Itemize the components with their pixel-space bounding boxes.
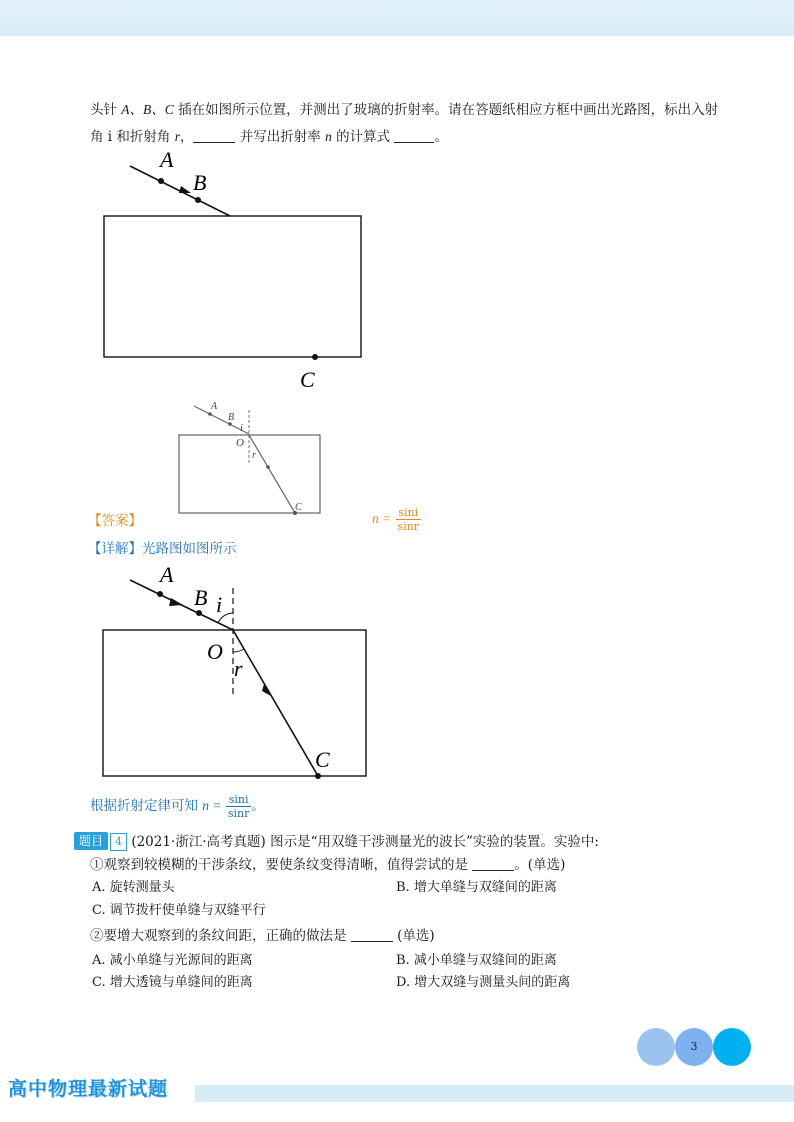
label-r: r [234,656,243,681]
label-c: C [295,502,302,513]
question-text: 角 i 和折射角 [90,129,175,145]
label-i: i [216,592,223,617]
fraction-numerator: sini [396,506,422,520]
arrow-icon [169,598,183,606]
question-text: ， [179,129,194,145]
question-source: (2021·浙江·高考真题) [131,834,266,850]
question-intro: 图示是“用双缝干涉测量光的波长”实验的装置。实验中: [265,834,599,850]
option-2a[interactable]: A. 减小单缝与光源间的距离 [92,953,253,968]
fraction [226,793,252,820]
label-b: B [228,412,235,423]
question-4-part-2 [90,925,435,947]
conclusion-end: 。 [251,798,265,814]
footer-logo: 高中物理最新试题 [8,1078,169,1100]
pin-c [315,773,321,779]
label-a: A [160,147,174,172]
var-n: n [325,129,332,144]
answer-blank-part-1[interactable] [472,856,514,871]
label-r: r [252,450,256,461]
label-o: O [236,437,244,449]
label-a: A [160,562,174,587]
conclusion-line [90,793,265,820]
option-1c[interactable]: C. 调节拨杆使单缝与双缝平行 [92,903,266,918]
question-badge: 题目 [74,832,108,850]
question-text: 。 [434,129,448,145]
label-i: i [240,423,243,434]
option-2d[interactable]: D. 增大双缝与测量头间的距离 [396,975,571,990]
pin-a [157,591,163,597]
question-number: 4 [110,833,127,851]
part-2-text: ②要增大观察到的条纹间距，正确的做法是 [90,928,347,944]
question-text: 并写出折射率 [235,129,326,145]
question-text: 插在如图所示位置，并测出了玻璃的折射率。请在答题纸相应方框中画出光路图，标出入射 [173,102,719,118]
part-1-text: ①观察到较模糊的干涉条纹，要使条纹变得清晰，值得尝试的是 [90,857,468,873]
pin-b [196,610,202,616]
fraction-numerator: sini [226,793,252,807]
option-1a[interactable]: A. 旋转测量头 [92,880,175,895]
detail-text: 光路图如图所示 [142,541,237,557]
decor-circle [713,1028,751,1066]
question-4-part-1 [90,854,565,876]
answer-tag: 【答案】 [88,513,142,529]
label-b: B [194,585,208,610]
pin-labels: A、B、C [121,102,174,117]
label-b: B [193,170,207,195]
option-1b[interactable]: B. 增大单缝与双缝间的距离 [396,880,557,895]
option-2c[interactable]: C. 增大透镜与单缝间的距离 [92,975,253,990]
refracted-ray [233,630,318,776]
fraction-denominator: sinr [227,807,250,820]
conclusion-text: 根据折射定律可知 [90,798,203,814]
label-o: O [207,639,223,664]
angle-r-arc [233,649,244,652]
label-a: A [211,401,218,412]
label-c: C [315,747,330,772]
decor-circle [637,1028,675,1066]
question-text: 头针 [90,102,122,118]
part-2-end: (单选) [392,928,435,944]
answer-blank-part-2[interactable] [351,927,393,942]
page-number: 3 [675,1028,713,1066]
label-c: C [300,367,315,392]
question-text: 的计算式 [331,129,395,145]
question-4-header [74,831,599,853]
option-2b[interactable]: B. 减小单缝与双缝间的距离 [396,953,557,968]
var-r: r [174,129,180,144]
part-1-end: 。(单选) [514,857,566,873]
page-indicator [637,1028,751,1066]
arrow-icon [262,684,271,696]
fraction-denominator: sinr [397,520,420,533]
footer-band [195,1085,794,1102]
formula-lhs: n = [202,798,222,813]
formula-lhs: n = [372,511,392,526]
detail-tag: 【详解】 [88,541,142,557]
